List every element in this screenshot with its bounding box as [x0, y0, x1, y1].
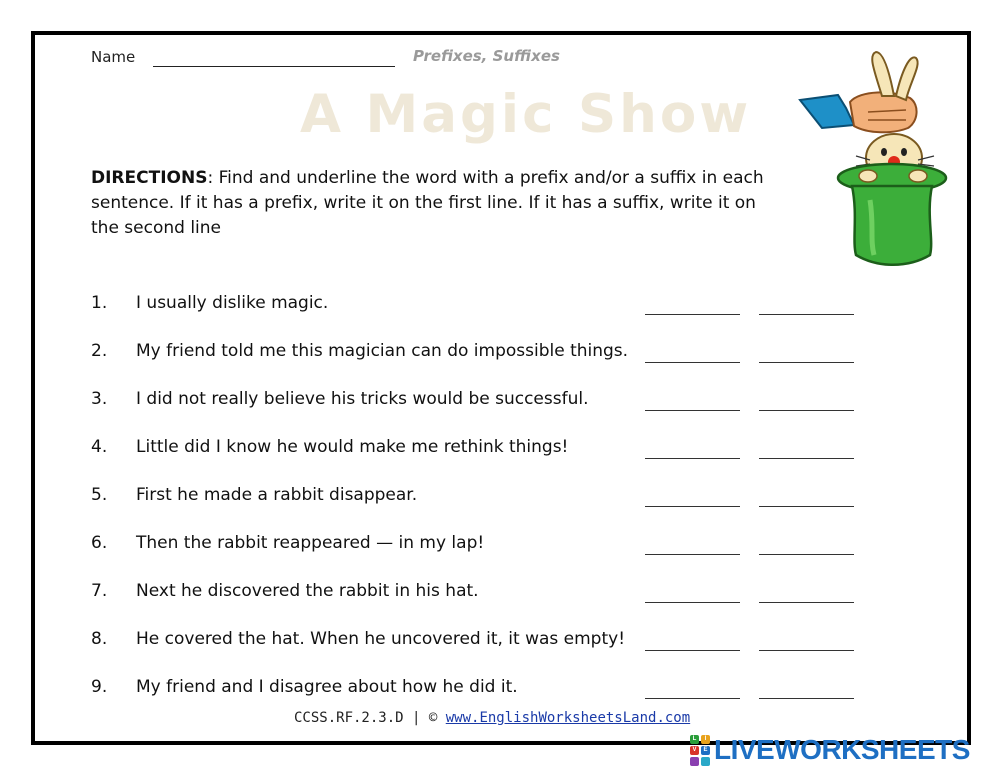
logo-blocks-icon: [690, 735, 710, 766]
question-item: [91, 533, 651, 557]
logo-block: E: [701, 746, 710, 755]
suffix-answer-line[interactable]: [759, 554, 854, 555]
prefix-answer-line[interactable]: [645, 314, 740, 315]
question-number: 5.: [91, 485, 108, 505]
suffix-answer-line[interactable]: [759, 362, 854, 363]
logo-block: I: [701, 735, 710, 744]
name-label: Name: [91, 48, 136, 66]
question-number: 6.: [91, 533, 108, 553]
suffix-answer-line[interactable]: [759, 698, 854, 699]
question-text: My friend and I disagree about how he did it.: [136, 677, 518, 697]
question-text: Next he discovered the rabbit in his hat.: [136, 581, 479, 601]
suffix-answer-line[interactable]: [759, 410, 854, 411]
question-item: [91, 629, 651, 653]
question-number: 8.: [91, 629, 108, 649]
question-text: I did not really believe his tricks would be successful.: [136, 389, 589, 409]
question-item: [91, 581, 651, 605]
footer: [294, 710, 690, 726]
question-item: [91, 437, 651, 461]
logo-block: V: [690, 746, 699, 755]
logo-block: L: [690, 735, 699, 744]
footer-standard: CCSS.RF.2.3.D | ©: [294, 710, 438, 726]
name-input-line[interactable]: [153, 66, 395, 67]
question-number: 1.: [91, 293, 108, 313]
suffix-answer-line[interactable]: [759, 650, 854, 651]
logo-block: [690, 757, 699, 766]
question-item: [91, 389, 651, 413]
question-text: He covered the hat. When he uncovered it, it was empty!: [136, 629, 626, 649]
prefix-answer-line[interactable]: [645, 650, 740, 651]
question-item: [91, 677, 651, 701]
prefix-answer-line[interactable]: [645, 602, 740, 603]
directions-label: DIRECTIONS: [91, 168, 208, 188]
question-number: 2.: [91, 341, 108, 361]
liveworksheets-logo[interactable]: [690, 733, 970, 767]
prefix-answer-line[interactable]: [645, 410, 740, 411]
suffix-answer-line[interactable]: [759, 602, 854, 603]
prefix-answer-line[interactable]: [645, 458, 740, 459]
question-text: I usually dislike magic.: [136, 293, 329, 313]
logo-block: [701, 757, 710, 766]
question-text: Then the rabbit reappeared — in my lap!: [136, 533, 485, 553]
question-text: First he made a rabbit disappear.: [136, 485, 418, 505]
footer-link[interactable]: www.EnglishWorksheetsLand.com: [445, 710, 691, 726]
question-number: 4.: [91, 437, 108, 457]
worksheet-title: A Magic Show: [300, 84, 752, 145]
logo-text: LIVEWORKSHEETS: [714, 734, 970, 765]
suffix-answer-line[interactable]: [759, 506, 854, 507]
suffix-answer-line[interactable]: [759, 458, 854, 459]
prefix-answer-line[interactable]: [645, 698, 740, 699]
question-text: My friend told me this magician can do impossible things.: [136, 341, 629, 361]
question-number: 9.: [91, 677, 108, 697]
question-number: 3.: [91, 389, 108, 409]
suffix-answer-line[interactable]: [759, 314, 854, 315]
question-text: Little did I know he would make me rethink things!: [136, 437, 569, 457]
worksheet-subtitle: Prefixes, Suffixes: [413, 47, 560, 65]
directions-text: : Find and underline the word with a prefix and/or a suffix in each sentence. If it has a prefix, write it on the first line. If it has a suffix, write it on the second line: [91, 168, 764, 238]
prefix-answer-line[interactable]: [645, 506, 740, 507]
rabbit-in-magic-hat-icon: [798, 50, 958, 270]
question-item: [91, 485, 651, 509]
question-item: [91, 341, 651, 365]
directions: [91, 166, 781, 241]
prefix-answer-line[interactable]: [645, 554, 740, 555]
question-number: 7.: [91, 581, 108, 601]
prefix-answer-line[interactable]: [645, 362, 740, 363]
question-item: [91, 293, 651, 317]
